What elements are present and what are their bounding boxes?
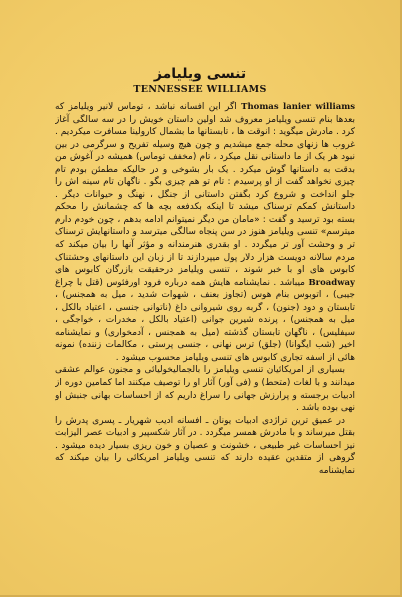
page-title-english: TENNESSEE WILLIAMS <box>133 84 267 95</box>
paragraph-text: اگر این افسانه نباشد ، توماس لانیر ویلیامز که بعدها بنام تنسی ویلیامز معروف شد اولین داستان خویش را در سه سالگی آغاز کرد . مادرش میگوید : انوقت ها ، تابستانها ما بشمال کارولینا مسافرت میکردیم . غروب ها زنهای محله جمع میشدیم و چون هیچ وسیله تفریح و سرگرمی در بین نبود هر یک از ما داستانی نقل میکرد ، تام (مخفف توماس) همیشه در آغوش من بدقت به داستانها گوش میکرد . یک بار بشوخی و در حالیکه مطمئن بودم تام چیزی نخواهد گفت از او پرسیدم : تام تو هم چیزی بگو . ناگهان تام سینه اش را جلو انداخت و شروع کرد بگفتن داستانی از جنگل ، نهنگ و حیوانات دیگر . داستانش کمکم ترسناک میشد تا اینکه بکدفعه بچه ها که چشمانش را محکم بسته بود ترسید و گفت : «مامان من دیگر نمیتوانم ادامه بدهم ، چون خودم دارم میترسم» تنسی ویلیامز هنوز در سن پنجاه سالگی میترسد و داستانهایش ترسناک تر و وحشت آور تر میگردد . او بقدری هنرمندانه و مؤثر آنها را بیان میکند که مردم سالانه دویست هزار دلار پول میپردازند تا از زبان این داستانهای وحشتناک کابوس های او با خبر شوند ، تنسی ویلیامز درحقیقت بازرگان کابوس های <box>55 102 355 276</box>
latin-name-lanier: lanier williams <box>282 102 355 112</box>
article-paragraph: بسیاری از امریکائیان تنسی ویلیامز را بالجمالیخولیائی و مجنون عوالم عشقی میدانند و با لغات (متحط) و (فی آور) آثار او را توصیف میکنند اما کمامین دوره از ادبیات برجسته و پرارزش جهانی را سراغ داریم که از احساسات بهانی جنبش او نهی بوده باشد . <box>55 365 355 414</box>
latin-broadway: Broadway <box>308 277 355 288</box>
paragraph-text-continued: میباشد . نمایشنامه هایش همه درباره فرود اورفئوس (قتل با چراغ جیبی) ، اتوبوس بنام هوس (تجاوز بعنف ، شهوات شدید ، میل به همجنس) ، تابستان و دود (جنون) ، گربه روی شیروانی داغ (ناتوانی جنسی ، اعتیاد بالکل ، میل به همجنس) ، پرنده شیرین جوانی (اعتیاد بالکل ، مخدرات ، خواجگی ، سیفلیس) ، ناگهان تابستان گذشته (میل به همجنس ، آدمخواری) و نمایشنامه اخیر (شب ایگوانا) (جلق) ترس نهانی ، جنسی پرستی ، مکالمات زننده) نمونه هائی از اسفه تجاری کابوس های تنسی ویلیامز محسوب میشود . <box>55 277 355 363</box>
article-paragraph: در عمیق ترین تراژدی ادبیات یونان ـ افسانه ادیب شهریار ـ پسری پدرش را بقتل میرساند و با مادرش همسر میگردد . در آثار شکسپیر و ادبیات عصر الیزابت نیز احساسات غیر طبیعی ، خشونت و عصیان و خون ریزی بسیار دیده میشود . گروهی از متقدین عقیده دارند که تنسی ویلیامز امریکائی را بیان میکند که نمایشنامه <box>55 415 355 476</box>
article-body <box>55 101 355 559</box>
article-paragraph <box>55 101 355 364</box>
page-title-persian: تنسی ویلیامز <box>153 66 247 82</box>
latin-name-thomas: Thomas <box>241 102 279 112</box>
